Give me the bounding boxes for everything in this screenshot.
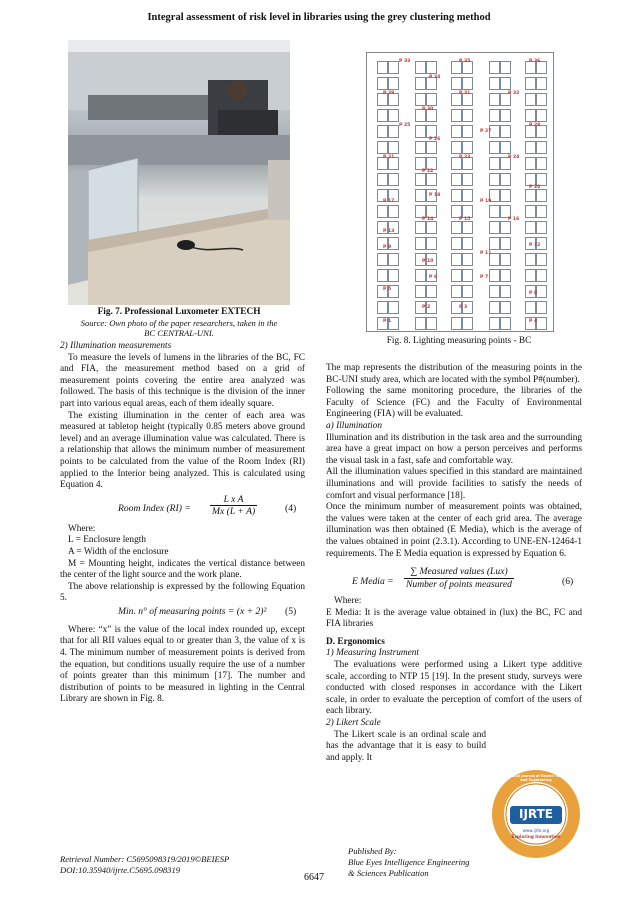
seat-cell — [451, 77, 462, 90]
seat-cell — [377, 125, 388, 138]
seat-cell — [451, 237, 462, 250]
seat-cell — [500, 253, 511, 266]
seat-cell — [451, 109, 462, 122]
seat-cell — [489, 301, 500, 314]
right-column — [326, 363, 582, 764]
seat-cell — [489, 317, 500, 330]
seat-cell — [525, 253, 536, 266]
seat-cell — [451, 253, 462, 266]
seat-cell — [489, 221, 500, 234]
footer-doi: DOI:10.35940/ijrte.C5695.098319 — [60, 865, 181, 875]
fig7-source: Source: Own photo of the paper researchers, taken in the BC CENTRAL-UNI. — [80, 318, 278, 338]
seat-cell — [426, 317, 437, 330]
section-ergonomics: D. Ergonomics — [326, 636, 385, 647]
seat-cell — [462, 317, 473, 330]
seat-cell — [388, 61, 399, 74]
where-label: Where: — [334, 596, 362, 607]
seat-cell — [451, 125, 462, 138]
seat-cell — [377, 253, 388, 266]
seat-cell — [415, 317, 426, 330]
def-A: A = Width of the enclosure — [68, 546, 169, 557]
seat-cell — [451, 189, 462, 202]
seat-cell — [525, 301, 536, 314]
measuring-point-label: P 25 — [399, 123, 411, 128]
seat-cell — [415, 77, 426, 90]
section-illumination-measurements: 2) Illumination measurements — [60, 341, 172, 351]
measuring-point-label: P 15 — [459, 217, 471, 222]
logo-motto: Exploring Innovation — [511, 834, 561, 839]
seat-cell — [536, 221, 547, 234]
seat-cell — [462, 253, 473, 266]
where-label: Where: — [68, 523, 96, 534]
seat-cell — [388, 109, 399, 122]
seat-cell — [500, 317, 511, 330]
seat-cell — [451, 285, 462, 298]
equation-6 — [326, 566, 582, 596]
seat-cell — [462, 141, 473, 154]
measuring-point-label: P 28 — [529, 123, 541, 128]
seat-cell — [500, 61, 511, 74]
seat-cell — [536, 301, 547, 314]
seat-cell — [525, 93, 536, 106]
seat-cell — [415, 221, 426, 234]
seat-cell — [536, 285, 547, 298]
seat-cell — [489, 109, 500, 122]
logo-ring-text: International Journal of Recent Technology and Engineering — [495, 774, 577, 782]
measuring-point-label: P 20 — [529, 185, 541, 190]
seat-cell — [426, 237, 437, 250]
measuring-point-label: P 22 — [422, 169, 434, 174]
seat-cell — [462, 189, 473, 202]
seat-cell — [462, 77, 473, 90]
def-L: L = Enclosure length — [68, 535, 146, 546]
measuring-point-label: P 4 — [529, 319, 538, 324]
seat-cell — [377, 205, 388, 218]
eq4-denominator: Mx (L + A) — [212, 506, 256, 518]
eq6-numerator: ∑ Measured values (Lux) — [404, 566, 514, 579]
seat-cell — [536, 93, 547, 106]
eq4-numerator: L x A — [210, 494, 257, 507]
seat-cell — [377, 301, 388, 314]
seat-cell — [536, 205, 547, 218]
eq6-number: (6) — [562, 576, 574, 588]
seat-cell — [500, 77, 511, 90]
seat-cell — [451, 317, 462, 330]
seat-cell — [500, 285, 511, 298]
seat-cell — [525, 141, 536, 154]
measuring-point-label: P 13 — [383, 229, 395, 234]
measuring-point-label: P 18 — [429, 193, 441, 198]
seat-cell — [489, 93, 500, 106]
seat-cell — [500, 237, 511, 250]
equation-4 — [60, 494, 305, 524]
subsection-likert-scale: 2) Likert Scale — [326, 718, 381, 729]
seat-cell — [500, 125, 511, 138]
seat-cell — [426, 141, 437, 154]
paragraph: The map represents the distribution of the measuring points in the BC-UNI study area, which are located with the symbol P#(number). — [326, 363, 582, 385]
measuring-point-label: P 5 — [383, 287, 392, 292]
measuring-point-label: P 16 — [508, 217, 520, 222]
seat-cell — [525, 77, 536, 90]
seat-cell — [462, 173, 473, 186]
paragraph: Following the same monitoring procedure, the libraries of the Faculty of Science (FC) and the Faculty of Environmental Engineering (FIA) will be evaluated. — [326, 386, 582, 420]
paragraph: Once the minimum number of measurement points was obtained, the values were taken at the center of each grid area. The average illumination was then obtained (E Media), which is the average of the values obtained in point (2.3.1). According to UNE-EN-12464-1 requirements. The E Media equation is expressed by Equation 6. — [326, 502, 582, 559]
seat-cell — [536, 253, 547, 266]
seat-cell — [451, 173, 462, 186]
seat-cell — [536, 157, 547, 170]
measuring-point-label: P 31 — [459, 91, 471, 96]
seat-cell — [377, 61, 388, 74]
seat-cell — [489, 77, 500, 90]
eq6-fraction — [404, 566, 514, 590]
eq5-number: (5) — [285, 605, 297, 617]
seat-cell — [377, 173, 388, 186]
seat-cell — [489, 205, 500, 218]
seat-cell — [415, 61, 426, 74]
measuring-point-label: P 36 — [529, 59, 541, 64]
seat-cell — [462, 285, 473, 298]
measuring-point-label: P 32 — [508, 91, 520, 96]
measuring-point-label: P 8 — [529, 291, 538, 296]
seat-cell — [415, 93, 426, 106]
paragraph: The above relationship is expressed by the following Equation 5. — [60, 581, 305, 604]
paragraph: To measure the levels of lumens in the libraries of the BC, FC and FIA, the measurement method based on a grid of measurement points covering the entire area analyzed was followed. The basis of this technique is the division of the inner part into various equal areas, each of them ideally square. — [60, 352, 305, 409]
measuring-point-label: P 9 — [383, 245, 392, 250]
measuring-point-label: P 30 — [422, 107, 434, 112]
seat-cell — [415, 269, 426, 282]
seat-cell — [525, 205, 536, 218]
seat-cell — [388, 205, 399, 218]
seat-cell — [426, 61, 437, 74]
seat-cell — [415, 285, 426, 298]
seat-cell — [536, 189, 547, 202]
seat-cell — [415, 141, 426, 154]
measuring-point-label: P 14 — [422, 217, 434, 222]
seat-cell — [500, 189, 511, 202]
seat-cell — [489, 285, 500, 298]
measuring-point-label: P 3 — [459, 305, 468, 310]
seat-cell — [536, 141, 547, 154]
seat-cell — [377, 109, 388, 122]
seat-cell — [462, 221, 473, 234]
seat-cell — [462, 269, 473, 282]
measuring-point-label: P 26 — [429, 137, 441, 142]
seat-cell — [426, 173, 437, 186]
seat-cell — [525, 109, 536, 122]
seat-cell — [415, 173, 426, 186]
paragraph: The existing illumination in the center of each area was measured at tabletop height (typically 0.85 meters above ground level) and an average illumination value was calculated. There is a relationship that allows the minimum number of measurement points to be calculated from the value of the Room Index (RI) applied to the Interior being analyzed. This is calculated using Equation 4. — [60, 410, 305, 491]
seat-cell — [377, 141, 388, 154]
fig8-caption: Fig. 8. Lighting measuring points - BC — [386, 336, 532, 346]
paragraph: Where: “x” is the value of the local index rounded up, except that for all RII values equal to or greater than 3, the value of x is 4. The minimum number of measurement points is derived from the equation, but conditions usually require the use of a number of points greater than this minimum [17]. The number and distribution of points to be measured in lighting in the Central Library are shown in Fig. 8. — [60, 624, 305, 705]
seat-cell — [536, 77, 547, 90]
measuring-point-label: P 29 — [383, 91, 395, 96]
seat-cell — [525, 269, 536, 282]
measuring-point-label: P 1 — [383, 319, 392, 324]
seat-cell — [500, 173, 511, 186]
seat-cell — [500, 221, 511, 234]
measuring-point-label: P 10 — [422, 259, 434, 264]
ijrte-logo — [490, 768, 582, 860]
measuring-point-label: P 35 — [459, 59, 471, 64]
seat-cell — [426, 93, 437, 106]
measuring-point-label: P 23 — [459, 155, 471, 160]
publisher-line1: Blue Eyes Intelligence Engineering — [348, 857, 470, 867]
paragraph: All the illumination values specified in this standard are maintained illuminations and will provide facilities to satisfy the needs of comfort and visual performance [18]. — [326, 467, 582, 501]
seat-cell — [489, 157, 500, 170]
logo-text: IJRTE — [518, 807, 553, 821]
seat-cell — [525, 189, 536, 202]
seat-cell — [489, 237, 500, 250]
seat-cell — [426, 221, 437, 234]
measuring-point-label: P 11 — [480, 251, 492, 256]
paragraph: The Likert scale is an ordinal scale and has the advantage that it is easy to build and apply. It — [326, 729, 486, 763]
measuring-point-label: P 33 — [399, 59, 411, 64]
paragraph: The evaluations were performed using a Likert type additive scale, according to NTP 15 [19]. In the present study, surveys were conducted with closed responses in accordance with the Likert scale, in order to evaluate the perception of comfort of the users of each library. — [326, 660, 582, 717]
seat-cell — [388, 77, 399, 90]
measuring-point-label: P 17 — [383, 199, 395, 204]
publisher-line2: & Sciences Publication — [348, 868, 429, 878]
seat-cell — [500, 141, 511, 154]
seat-cell — [536, 317, 547, 330]
seat-cell — [536, 109, 547, 122]
seat-cell — [388, 253, 399, 266]
logo-url: www.ijrte.org — [522, 828, 550, 833]
measuring-point-label: P 6 — [429, 275, 438, 280]
seat-cell — [462, 109, 473, 122]
seat-cell — [415, 237, 426, 250]
eq4-number: (4) — [285, 502, 297, 514]
seat-cell — [525, 221, 536, 234]
seat-cell — [462, 125, 473, 138]
subsection-measuring-instrument: 1) Measuring Instrument — [326, 648, 419, 659]
fig7-caption: Fig. 7. Professional Luxometer EXTECH — [97, 307, 261, 317]
measuring-point-label: P 12 — [529, 243, 541, 248]
measuring-point-label: P 19 — [480, 199, 492, 204]
published-by: Published By: — [348, 846, 397, 856]
seat-cell — [451, 269, 462, 282]
seat-cell — [426, 285, 437, 298]
seat-cell — [500, 269, 511, 282]
lighting-map — [366, 52, 554, 332]
seat-cell — [489, 173, 500, 186]
seat-cell — [462, 237, 473, 250]
left-column — [60, 341, 305, 706]
footer-retrieval: Retrieval Number: C5695098319/2019©BEIESP — [60, 854, 230, 864]
page-number: 6647 — [304, 872, 324, 883]
seat-cell — [388, 125, 399, 138]
paragraph: Illumination and its distribution in the task area and the surrounding area have a great impact on how a person perceives and performs the visual task in a fast, safe and comfortable way. — [326, 432, 582, 466]
seat-cell — [489, 269, 500, 282]
def-M: M = Mounting height, indicates the vertical distance between the center of the light source and the work plane. — [60, 558, 305, 581]
measuring-point-label: P 34 — [429, 75, 441, 80]
seat-cell — [377, 269, 388, 282]
section-illumination: a) Illumination — [326, 420, 383, 431]
seat-cell — [388, 301, 399, 314]
measuring-point-label: P 2 — [422, 305, 431, 310]
seat-cell — [489, 141, 500, 154]
seat-cell — [451, 221, 462, 234]
equation-5 — [60, 605, 305, 619]
eq4-fraction — [210, 494, 257, 518]
measuring-point-label: P 27 — [480, 129, 492, 134]
seat-cell — [388, 269, 399, 282]
def-emedia: E Media: It is the average value obtained in (lux) the BC, FC and FIA libraries — [326, 607, 582, 630]
measuring-point-label: P 7 — [480, 275, 489, 280]
eq6-denominator: Number of points measured — [406, 578, 512, 590]
measuring-point-label: P 24 — [508, 155, 520, 160]
seat-cell — [388, 141, 399, 154]
seat-cell — [415, 125, 426, 138]
seat-cell — [451, 141, 462, 154]
measuring-point-label: P 21 — [383, 155, 395, 160]
seat-cell — [536, 269, 547, 282]
seat-cell — [377, 77, 388, 90]
seat-cell — [415, 189, 426, 202]
eq5-body: Min. n° of measuring points = (x + 2)² — [118, 605, 267, 617]
seat-cell — [489, 61, 500, 74]
luxometer-photo — [68, 40, 290, 305]
seat-cell — [500, 109, 511, 122]
running-header: Integral assessment of risk level in libraries using the grey clustering method — [147, 12, 491, 23]
seat-cell — [525, 157, 536, 170]
seat-cell — [500, 301, 511, 314]
eq4-lhs: Room Index (RI) = — [118, 502, 191, 514]
eq6-lhs: E Media = — [352, 576, 394, 588]
seat-cell — [388, 173, 399, 186]
